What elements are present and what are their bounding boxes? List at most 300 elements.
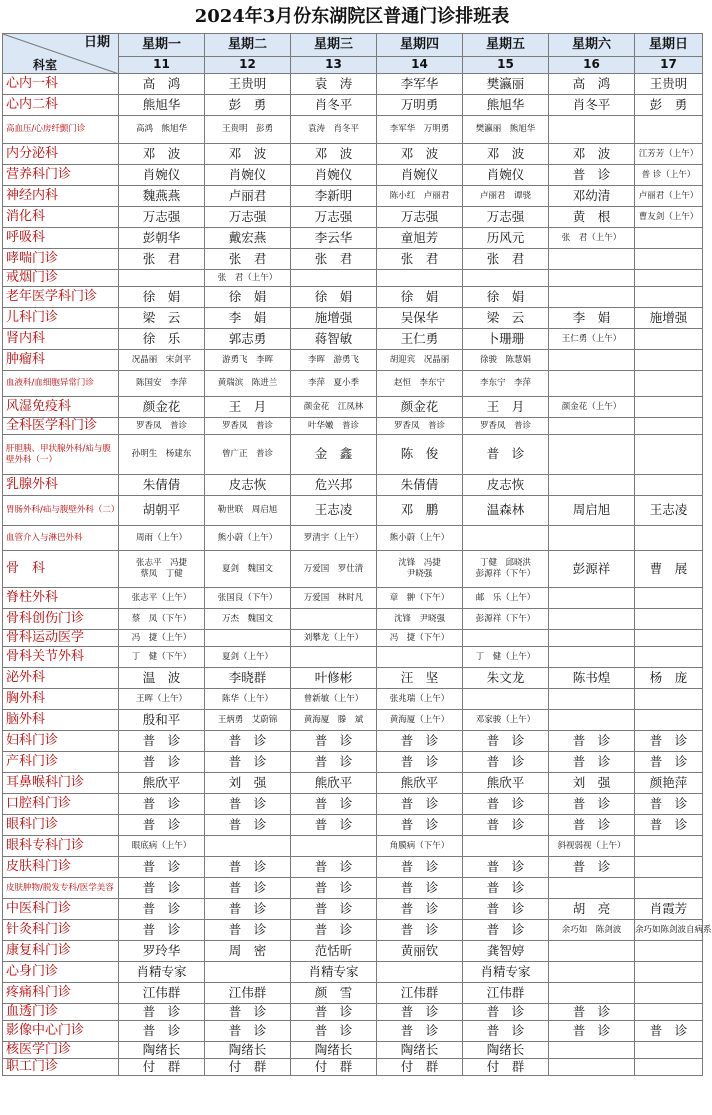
date-header: 11 xyxy=(119,57,205,74)
doctor-cell: 普 诊 xyxy=(463,1021,549,1042)
doctor-cell xyxy=(549,878,635,899)
department-name: 脑外科 xyxy=(3,710,119,731)
doctor-cell: 邓 鹏 xyxy=(377,496,463,526)
doctor-cell: 普 诊 xyxy=(377,1004,463,1021)
doctor-cell: 邮 乐（上午） xyxy=(463,588,549,609)
schedule-row xyxy=(3,207,703,228)
doctor-cell xyxy=(635,371,703,397)
doctor-cell: 徐 娟 xyxy=(119,287,205,308)
schedule-row xyxy=(3,815,703,836)
doctor-cell: 陈书煌 xyxy=(549,668,635,689)
doctor-cell: 张 君（上午） xyxy=(205,270,291,287)
doctor-cell: 梁 云 xyxy=(463,308,549,329)
department-name: 眼科专科门诊 xyxy=(3,836,119,857)
doctor-cell: 王 月 xyxy=(205,397,291,418)
doctor-cell: 普 诊 xyxy=(635,815,703,836)
doctor-cell: 黄丽钦 xyxy=(377,941,463,962)
department-name: 泌外科 xyxy=(3,668,119,689)
doctor-cell: 陈华（上午） xyxy=(205,689,291,710)
schedule-row xyxy=(3,689,703,710)
doctor-cell: 高鸿 熊旭华 xyxy=(119,116,205,144)
department-name: 呼吸科 xyxy=(3,228,119,249)
doctor-cell: 颜金花 xyxy=(377,397,463,418)
doctor-cell: 丁健 邱晓洪 彭源祥（下午） xyxy=(463,551,549,588)
doctor-cell: 江芳芳（上午） xyxy=(635,144,703,165)
page-title: 2024年3月份东湖院区普通门诊排班表 xyxy=(194,6,510,27)
doctor-cell: 普 诊 xyxy=(291,857,377,878)
doctor-cell xyxy=(635,249,703,270)
doctor-cell: 历风元 xyxy=(463,228,549,249)
doctor-cell: 普 诊 xyxy=(291,899,377,920)
schedule-row xyxy=(3,95,703,116)
doctor-cell: 皮志恢 xyxy=(205,475,291,496)
doctor-cell: 李东宁 李萍 xyxy=(463,371,549,397)
doctor-cell: 张 君 xyxy=(119,249,205,270)
doctor-cell: 王志凌 xyxy=(635,496,703,526)
doctor-cell: 普 诊 xyxy=(377,899,463,920)
doctor-cell: 况晶丽 宋剑平 xyxy=(119,350,205,371)
department-name: 神经内科 xyxy=(3,186,119,207)
doctor-cell xyxy=(635,710,703,731)
weekday-header: 星期二 xyxy=(205,34,291,57)
doctor-cell: 普 诊 xyxy=(119,731,205,752)
doctor-cell xyxy=(291,836,377,857)
doctor-cell: 童旭芳 xyxy=(377,228,463,249)
doctor-cell: 付 群 xyxy=(377,1059,463,1076)
doctor-cell: 施增强 xyxy=(635,308,703,329)
doctor-cell: 卢丽君（上午） xyxy=(635,186,703,207)
doctor-cell: 罗香凤 普诊 xyxy=(377,418,463,435)
doctor-cell xyxy=(635,689,703,710)
doctor-cell: 彭朝华 xyxy=(119,228,205,249)
doctor-cell: 罗清宇（上午） xyxy=(291,526,377,551)
doctor-cell: 郭志勇 xyxy=(205,329,291,350)
doctor-cell: 王贵明 xyxy=(205,74,291,95)
doctor-cell xyxy=(635,962,703,983)
schedule-row xyxy=(3,435,703,475)
doctor-cell xyxy=(549,647,635,668)
department-name: 耳鼻喉科门诊 xyxy=(3,773,119,794)
doctor-cell: 徐 娟 xyxy=(291,287,377,308)
corner-date-label: 日期 xyxy=(83,35,110,50)
doctor-cell: 徐 娟 xyxy=(463,287,549,308)
doctor-cell: 高 鸿 xyxy=(119,74,205,95)
schedule-row xyxy=(3,397,703,418)
doctor-cell: 普 诊 xyxy=(205,1021,291,1042)
doctor-cell: 普 诊 xyxy=(377,731,463,752)
doctor-cell xyxy=(635,878,703,899)
doctor-cell: 吴保华 xyxy=(377,308,463,329)
doctor-cell: 普 诊 xyxy=(549,857,635,878)
doctor-cell: 普 诊 xyxy=(549,1004,635,1021)
doctor-cell: 朱文龙 xyxy=(463,668,549,689)
schedule-row xyxy=(3,496,703,526)
department-name: 戒烟门诊 xyxy=(3,270,119,287)
doctor-cell xyxy=(205,630,291,647)
doctor-cell: 樊瀛丽 xyxy=(463,74,549,95)
doctor-cell: 普 诊 xyxy=(119,920,205,941)
schedule-row xyxy=(3,526,703,551)
doctor-cell xyxy=(635,836,703,857)
doctor-cell: 曾新敏（上午） xyxy=(291,689,377,710)
doctor-cell: 李晓群 xyxy=(205,668,291,689)
date-header: 13 xyxy=(291,57,377,74)
doctor-cell: 肖精专家 xyxy=(291,962,377,983)
doctor-cell: 肖婉仪 xyxy=(119,165,205,186)
doctor-cell: 胡 亮 xyxy=(549,899,635,920)
doctor-cell: 徐 娟 xyxy=(377,287,463,308)
doctor-cell: 普 诊 xyxy=(291,794,377,815)
doctor-cell: 肖精专家 xyxy=(119,962,205,983)
doctor-cell xyxy=(377,270,463,287)
doctor-cell: 普 诊 xyxy=(463,752,549,773)
doctor-cell: 普 诊 xyxy=(463,794,549,815)
doctor-cell: 朱倩倩 xyxy=(377,475,463,496)
doctor-cell: 颜 雪 xyxy=(291,983,377,1004)
doctor-cell: 熊欣平 xyxy=(377,773,463,794)
department-name: 血液科/血细胞异常门诊 xyxy=(3,371,119,397)
doctor-cell: 普 诊 xyxy=(291,731,377,752)
doctor-cell: 肖婉仪 xyxy=(291,165,377,186)
doctor-cell xyxy=(377,962,463,983)
doctor-cell xyxy=(205,836,291,857)
doctor-cell: 江伟群 xyxy=(119,983,205,1004)
weekday-header-row xyxy=(3,34,703,57)
doctor-cell: 张 君 xyxy=(205,249,291,270)
department-name: 胃肠外科/疝与腹壁外科（二） xyxy=(3,496,119,526)
doctor-cell xyxy=(549,710,635,731)
doctor-cell: 王仁勇 xyxy=(377,329,463,350)
doctor-cell xyxy=(635,287,703,308)
department-name: 康复科门诊 xyxy=(3,941,119,962)
doctor-cell: 颜金花 xyxy=(119,397,205,418)
department-name: 眼科门诊 xyxy=(3,815,119,836)
department-name: 心内二科 xyxy=(3,95,119,116)
doctor-cell: 普 诊 xyxy=(549,815,635,836)
doctor-cell: 角膜病（下午） xyxy=(377,836,463,857)
doctor-cell xyxy=(549,609,635,630)
doctor-cell: 丁 健（上午） xyxy=(463,647,549,668)
doctor-cell xyxy=(119,270,205,287)
doctor-cell: 殷和平 xyxy=(119,710,205,731)
doctor-cell: 熊欣平 xyxy=(291,773,377,794)
department-name: 风湿免疫科 xyxy=(3,397,119,418)
weekday-header: 星期日 xyxy=(635,34,703,57)
doctor-cell xyxy=(635,647,703,668)
doctor-cell: 万志强 xyxy=(119,207,205,228)
schedule-row xyxy=(3,794,703,815)
doctor-cell: 张 君 xyxy=(291,249,377,270)
doctor-cell: 李晖 游勇飞 xyxy=(291,350,377,371)
doctor-cell xyxy=(549,941,635,962)
doctor-cell xyxy=(549,1059,635,1076)
doctor-cell: 万爱国 林时凡 xyxy=(291,588,377,609)
doctor-cell xyxy=(635,435,703,475)
department-name: 营养科门诊 xyxy=(3,165,119,186)
schedule-row xyxy=(3,1042,703,1059)
doctor-cell: 余巧如陈剑波自病系 xyxy=(635,920,703,941)
doctor-cell: 魏燕燕 xyxy=(119,186,205,207)
doctor-cell: 罗香凤 普诊 xyxy=(463,418,549,435)
department-name: 产科门诊 xyxy=(3,752,119,773)
doctor-cell: 卢丽君 谭骁 xyxy=(463,186,549,207)
doctor-cell: 普 诊 xyxy=(205,920,291,941)
doctor-cell: 熊旭华 xyxy=(119,95,205,116)
doctor-cell: 普 诊 xyxy=(635,1021,703,1042)
doctor-cell: 普 诊 xyxy=(377,1021,463,1042)
doctor-cell xyxy=(549,418,635,435)
doctor-cell: 张国良（下午） xyxy=(205,588,291,609)
doctor-cell: 戴宏燕 xyxy=(205,228,291,249)
doctor-cell: 肖婉仪 xyxy=(205,165,291,186)
weekday-header: 星期三 xyxy=(291,34,377,57)
doctor-cell: 普 诊 xyxy=(463,920,549,941)
doctor-cell: 张 君（上午） xyxy=(549,228,635,249)
schedule-row xyxy=(3,710,703,731)
schedule-row xyxy=(3,920,703,941)
doctor-cell: 付 群 xyxy=(463,1059,549,1076)
doctor-cell: 王仁勇（上午） xyxy=(549,329,635,350)
doctor-cell: 江伟群 xyxy=(377,983,463,1004)
corner-dept-label: 科室 xyxy=(33,58,58,73)
doctor-cell: 李新明 xyxy=(291,186,377,207)
schedule-row xyxy=(3,588,703,609)
doctor-cell: 普 诊 xyxy=(205,731,291,752)
schedule-row xyxy=(3,308,703,329)
doctor-cell: 普 诊 xyxy=(377,878,463,899)
doctor-cell xyxy=(549,526,635,551)
schedule-row xyxy=(3,609,703,630)
doctor-cell: 普 诊 xyxy=(635,794,703,815)
doctor-cell: 卜珊珊 xyxy=(463,329,549,350)
doctor-cell: 普 诊 xyxy=(463,899,549,920)
doctor-cell: 普 诊 xyxy=(205,899,291,920)
department-name: 乳腺外科 xyxy=(3,475,119,496)
doctor-cell: 王贵明 xyxy=(635,74,703,95)
doctor-cell: 普 诊 xyxy=(205,857,291,878)
doctor-cell: 蒋智敏 xyxy=(291,329,377,350)
doctor-cell: 普 诊 xyxy=(549,1021,635,1042)
doctor-cell: 施增强 xyxy=(291,308,377,329)
department-name: 心身门诊 xyxy=(3,962,119,983)
doctor-cell: 邓 波 xyxy=(291,144,377,165)
doctor-cell: 周 密 xyxy=(205,941,291,962)
doctor-cell: 张志平（上午） xyxy=(119,588,205,609)
doctor-cell: 卢丽君 xyxy=(205,186,291,207)
doctor-cell: 万志强 xyxy=(377,207,463,228)
doctor-cell: 徐 乐 xyxy=(119,329,205,350)
doctor-cell: 普 诊 xyxy=(377,920,463,941)
doctor-cell xyxy=(549,350,635,371)
doctor-cell: 颜艳萍 xyxy=(635,773,703,794)
date-header: 12 xyxy=(205,57,291,74)
doctor-cell: 王炳勇 艾蔚锦 xyxy=(205,710,291,731)
doctor-cell xyxy=(635,329,703,350)
doctor-cell: 普 诊 xyxy=(119,878,205,899)
doctor-cell: 普 诊 xyxy=(119,899,205,920)
doctor-cell: 普 诊 xyxy=(463,435,549,475)
doctor-cell: 章 翀（下午） xyxy=(377,588,463,609)
schedule-row xyxy=(3,899,703,920)
doctor-cell: 颜金花（上午） xyxy=(549,397,635,418)
doctor-cell: 陶绪长 xyxy=(119,1042,205,1059)
doctor-cell: 胡朝平 xyxy=(119,496,205,526)
doctor-cell xyxy=(463,689,549,710)
doctor-cell: 普 诊 xyxy=(291,1021,377,1042)
doctor-cell: 普 诊 xyxy=(291,920,377,941)
doctor-cell: 张 君 xyxy=(463,249,549,270)
doctor-cell xyxy=(635,397,703,418)
doctor-cell: 肖精专家 xyxy=(463,962,549,983)
doctor-cell: 李云华 xyxy=(291,228,377,249)
doctor-cell xyxy=(635,1042,703,1059)
doctor-cell: 夏剑 魏国文 xyxy=(205,551,291,588)
doctor-cell xyxy=(635,350,703,371)
doctor-cell: 金 鑫 xyxy=(291,435,377,475)
doctor-cell: 普 诊 xyxy=(205,815,291,836)
doctor-cell: 江伟群 xyxy=(463,983,549,1004)
doctor-cell: 丁 健（下午） xyxy=(119,647,205,668)
doctor-cell xyxy=(291,270,377,287)
doctor-cell: 付 群 xyxy=(119,1059,205,1076)
doctor-cell xyxy=(549,475,635,496)
doctor-cell: 万志强 xyxy=(463,207,549,228)
doctor-cell xyxy=(291,647,377,668)
department-name: 口腔科门诊 xyxy=(3,794,119,815)
department-name: 肿瘤科 xyxy=(3,350,119,371)
doctor-cell: 彭源祥（下午） xyxy=(463,609,549,630)
doctor-cell: 彭 勇 xyxy=(635,95,703,116)
doctor-cell: 邓家骏（上午） xyxy=(463,710,549,731)
schedule-row xyxy=(3,116,703,144)
doctor-cell: 万爱国 罗仕清 xyxy=(291,551,377,588)
department-name: 皮肤肿物/脱发专科/医学美容 xyxy=(3,878,119,899)
schedule-row xyxy=(3,647,703,668)
doctor-cell: 普 诊 xyxy=(119,794,205,815)
doctor-cell: 刘 强 xyxy=(549,773,635,794)
doctor-cell: 刘攀龙（上午） xyxy=(291,630,377,647)
schedule-row xyxy=(3,983,703,1004)
doctor-cell: 危兴邦 xyxy=(291,475,377,496)
doctor-cell: 温森林 xyxy=(463,496,549,526)
department-name: 高血压/心房纤颤门诊 xyxy=(3,116,119,144)
doctor-cell: 陈 俊 xyxy=(377,435,463,475)
doctor-cell: 普 诊 xyxy=(635,731,703,752)
doctor-cell: 曹 展 xyxy=(635,551,703,588)
doctor-cell: 徐 娟 xyxy=(205,287,291,308)
doctor-cell: 普 诊 xyxy=(549,794,635,815)
schedule-row xyxy=(3,186,703,207)
doctor-cell: 普 诊 xyxy=(291,878,377,899)
doctor-cell xyxy=(635,1004,703,1021)
department-name: 骨科创伤门诊 xyxy=(3,609,119,630)
doctor-cell: 黄海厦 滕 斌 xyxy=(291,710,377,731)
doctor-cell: 熊小蔚（上午） xyxy=(205,526,291,551)
doctor-cell: 普 诊 xyxy=(549,731,635,752)
doctor-cell: 夏剑（上午） xyxy=(205,647,291,668)
schedule-row xyxy=(3,878,703,899)
doctor-cell xyxy=(549,630,635,647)
doctor-cell: 彭源祥 xyxy=(549,551,635,588)
department-name: 哮喘门诊 xyxy=(3,249,119,270)
doctor-cell: 普 诊 xyxy=(463,878,549,899)
doctor-cell xyxy=(635,228,703,249)
schedule-row xyxy=(3,270,703,287)
doctor-cell: 游勇飞 李晖 xyxy=(205,350,291,371)
doctor-cell xyxy=(635,609,703,630)
doctor-cell: 王晖（上午） xyxy=(119,689,205,710)
schedule-row xyxy=(3,228,703,249)
doctor-cell: 罗玲华 xyxy=(119,941,205,962)
doctor-cell: 普 诊 xyxy=(463,815,549,836)
department-name: 老年医学科门诊 xyxy=(3,287,119,308)
department-name: 心内一科 xyxy=(3,74,119,95)
schedule-row xyxy=(3,1059,703,1076)
schedule-row xyxy=(3,287,703,308)
doctor-cell: 肖婉仪 xyxy=(463,165,549,186)
department-name: 皮肤科门诊 xyxy=(3,857,119,878)
doctor-cell: 龚智婷 xyxy=(463,941,549,962)
department-name: 血透门诊 xyxy=(3,1004,119,1021)
doctor-cell: 朱倩倩 xyxy=(119,475,205,496)
doctor-cell: 陶绪长 xyxy=(291,1042,377,1059)
doctor-cell: 曾广正 普诊 xyxy=(205,435,291,475)
doctor-cell xyxy=(205,962,291,983)
schedule-row xyxy=(3,418,703,435)
doctor-cell: 王贵明 彭勇 xyxy=(205,116,291,144)
doctor-cell: 熊小蔚（上午） xyxy=(377,526,463,551)
doctor-cell: 刘 强 xyxy=(205,773,291,794)
schedule-row xyxy=(3,731,703,752)
doctor-cell: 邓 波 xyxy=(549,144,635,165)
doctor-cell: 普 诊 xyxy=(119,1004,205,1021)
doctor-cell: 普 诊 xyxy=(119,1021,205,1042)
schedule-row xyxy=(3,773,703,794)
doctor-cell: 勒世联 周启旭 xyxy=(205,496,291,526)
doctor-cell: 江伟群 xyxy=(205,983,291,1004)
schedule-row xyxy=(3,630,703,647)
doctor-cell xyxy=(635,270,703,287)
doctor-cell: 熊欣平 xyxy=(119,773,205,794)
department-name: 儿科门诊 xyxy=(3,308,119,329)
doctor-cell: 邓 波 xyxy=(119,144,205,165)
date-header: 16 xyxy=(549,57,635,74)
doctor-cell: 普 诊 xyxy=(377,752,463,773)
doctor-cell: 李 娟 xyxy=(549,308,635,329)
schedule-body xyxy=(3,74,712,1076)
doctor-cell: 张 君 xyxy=(377,249,463,270)
doctor-cell: 付 群 xyxy=(205,1059,291,1076)
doctor-cell: 普 诊 xyxy=(119,752,205,773)
doctor-cell xyxy=(635,857,703,878)
doctor-cell: 叶华嫩 普诊 xyxy=(291,418,377,435)
doctor-cell: 陈小红 卢丽君 xyxy=(377,186,463,207)
doctor-cell xyxy=(549,249,635,270)
schedule-row xyxy=(3,144,703,165)
doctor-cell: 普 诊 xyxy=(377,857,463,878)
department-name: 针灸科门诊 xyxy=(3,920,119,941)
schedule-row xyxy=(3,165,703,186)
doctor-cell xyxy=(549,689,635,710)
doctor-cell: 余巧如 陈剑波 xyxy=(549,920,635,941)
doctor-cell: 肖冬平 xyxy=(291,95,377,116)
doctor-cell xyxy=(635,475,703,496)
weekday-header: 星期一 xyxy=(119,34,205,57)
doctor-cell: 万杰 魏国文 xyxy=(205,609,291,630)
date-header: 17 xyxy=(635,57,703,74)
doctor-cell: 袁涛 肖冬平 xyxy=(291,116,377,144)
doctor-cell: 普 诊 xyxy=(377,815,463,836)
